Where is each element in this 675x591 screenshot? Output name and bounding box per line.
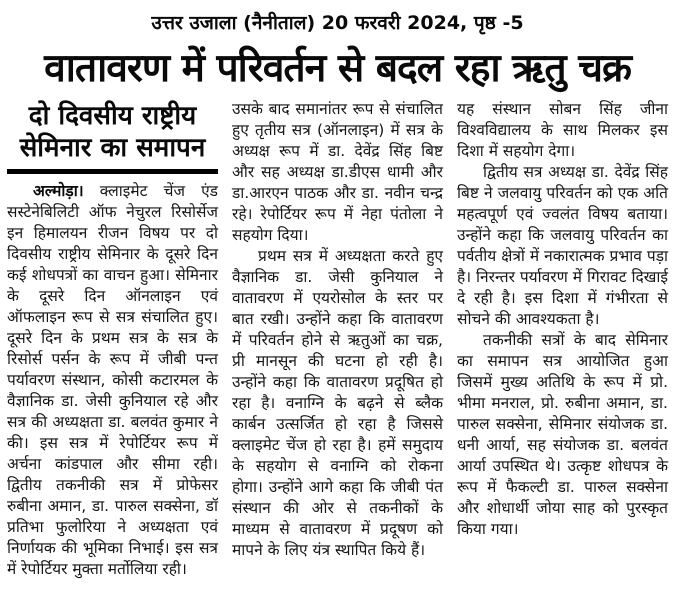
article-paragraph: तकनीकी सत्रों के बाद सेमिनार का समापन सत्र आयोजित हुआ जिसमें मुख्य अतिथि के रूप में प्रो. भीमा मनराल, प्रो. रुबीना अमान, डा. पारुल सक्सेना, सेमिनार संयोजक डा. धनी आर्या, सह संयोजक डा. बलवंत आर्या उपस्थित थे। उत्कृष्ट शोधपत्र के रूप में फैकल्टी डा. पारुल सक्सेना और शोधार्थी जोया साह को पुरस्कृत किया गया। [457,330,668,538]
masthead-dateline: उत्तर उजाला (नैनीताल) 20 फरवरी 2024, पृष्ठ -5 [151,12,524,34]
column-3 [457,99,668,580]
article-paragraph: प्रथम सत्र में अध्यक्षता करते हुए वैज्ञानिक डा. जेसी कुनियाल ने वातावरण में एयरोसोल के स्तर पर बात रखी। उन्होंने कहा कि वातावरण में परिवर्तन होने से ऋतुओं का चक्र, प्री मानसून की घटना हो रही है। उन्होंने कहा कि वातावरण प्रदूषित हो रहा है। वनाग्नि के बढ़ने से ब्लैक कार्बन उत्सर्जित हो रहा है जिससे क्लाइमेट चेंज हो रहा है। हमें समुदाय के सहयोग से वनाग्नि को रोकना होगा। उन्होंने आगे कहा कि जीबी पंत संस्थान की ओर से तकनीकों के माध्यम से वातावरण में प्रदूषण को मापने के लिए यंत्र स्थापित किये हैं। [232,246,443,559]
column-1 [7,99,218,580]
dateline-city: अल्मोड़ा। [33,182,84,201]
article-paragraph: यह संस्थान सोबन सिंह जीना विश्वविद्यालय के साथ मिलकर इस दिशा में सहयोग देगा। [457,99,668,160]
article-paragraph: उसके बाद समानांतर रूप से संचालित हुए तृतीय सत्र (ऑनलाइन) में सत्र के अध्यक्ष रूप में डा. देवेंद्र सिंह बिष्ट और सह अध्यक्ष डा.डीएस धामी और डा.आरएन पाठक और डा. नवीन चन्द्र रहे। रेपोर्टियर रूप में नेहा पंतोला ने सहयोग दिया। [232,99,443,244]
subhead-divider-rule [7,169,218,174]
paragraph-text: क्लाइमेट चेंज एंड सस्टेनेबिलिटी ऑफ नेचुरल रिसोर्सेज इन हिमालयन रीजन विषय पर दो दिवसीय राष्ट्रीय सेमिनार के दूसरे दिन कई शोधपत्रों का वाचन हुआ। सेमिनार के दूसरे दिन ऑनलाइन एवं ऑफलाइन रूप से सत्र संचालित हुए। दूसरे दिन के प्रथम सत्र के सत्र के रिसोर्स पर्सन के रूप में जीबी पन्त पर्यावरण संस्थान, कोसी कटारमल के वैज्ञानिक डा. जेसी कुनियाल रहे और सत्र की अध्यक्षता डा. बलवंत कुमार ने की। इस सत्र में रेपोर्टियर रूप में अर्चना कांडपाल और सीमा रही। द्वितीय तकनीकी सत्र में प्रोफेसर रुबीना अमान, डा. पारुल सक्सेना, डॉ प्रतिभा फुलोरिया ने अध्यक्षता एवं निर्णायक की भूमिका निभाई। इस सत्र में रेपोर्टियर मुक्ता मर्तोलिया रही। [7,182,218,579]
headline: वातावरण में परिवर्तन से बदल रहा ऋतु चक्र [44,46,631,91]
article-columns [0,95,675,580]
column-2 [232,99,443,580]
article-paragraph [7,181,218,580]
subheadline: दो दिवसीय राष्ट्रीय सेमिनार का समापन [19,100,206,163]
article-paragraph: द्वितीय सत्र अध्यक्ष डा. देवेंद्र सिंह बिष्ट ने जलवायु परिवर्तन को एक अति महत्वपूर्ण एवं ज्वलंत विषय बताया। उन्होंने कहा कि जलवायु परिवर्तन का पर्वतीय क्षेत्रों में नकारात्मक प्रभाव पड़ा है। निरन्तर पर्यावरण में गिरावट दिखाई दे रही है। इस दिशा में गंभीरता से सोचने की आवश्यकता है। [457,162,668,328]
